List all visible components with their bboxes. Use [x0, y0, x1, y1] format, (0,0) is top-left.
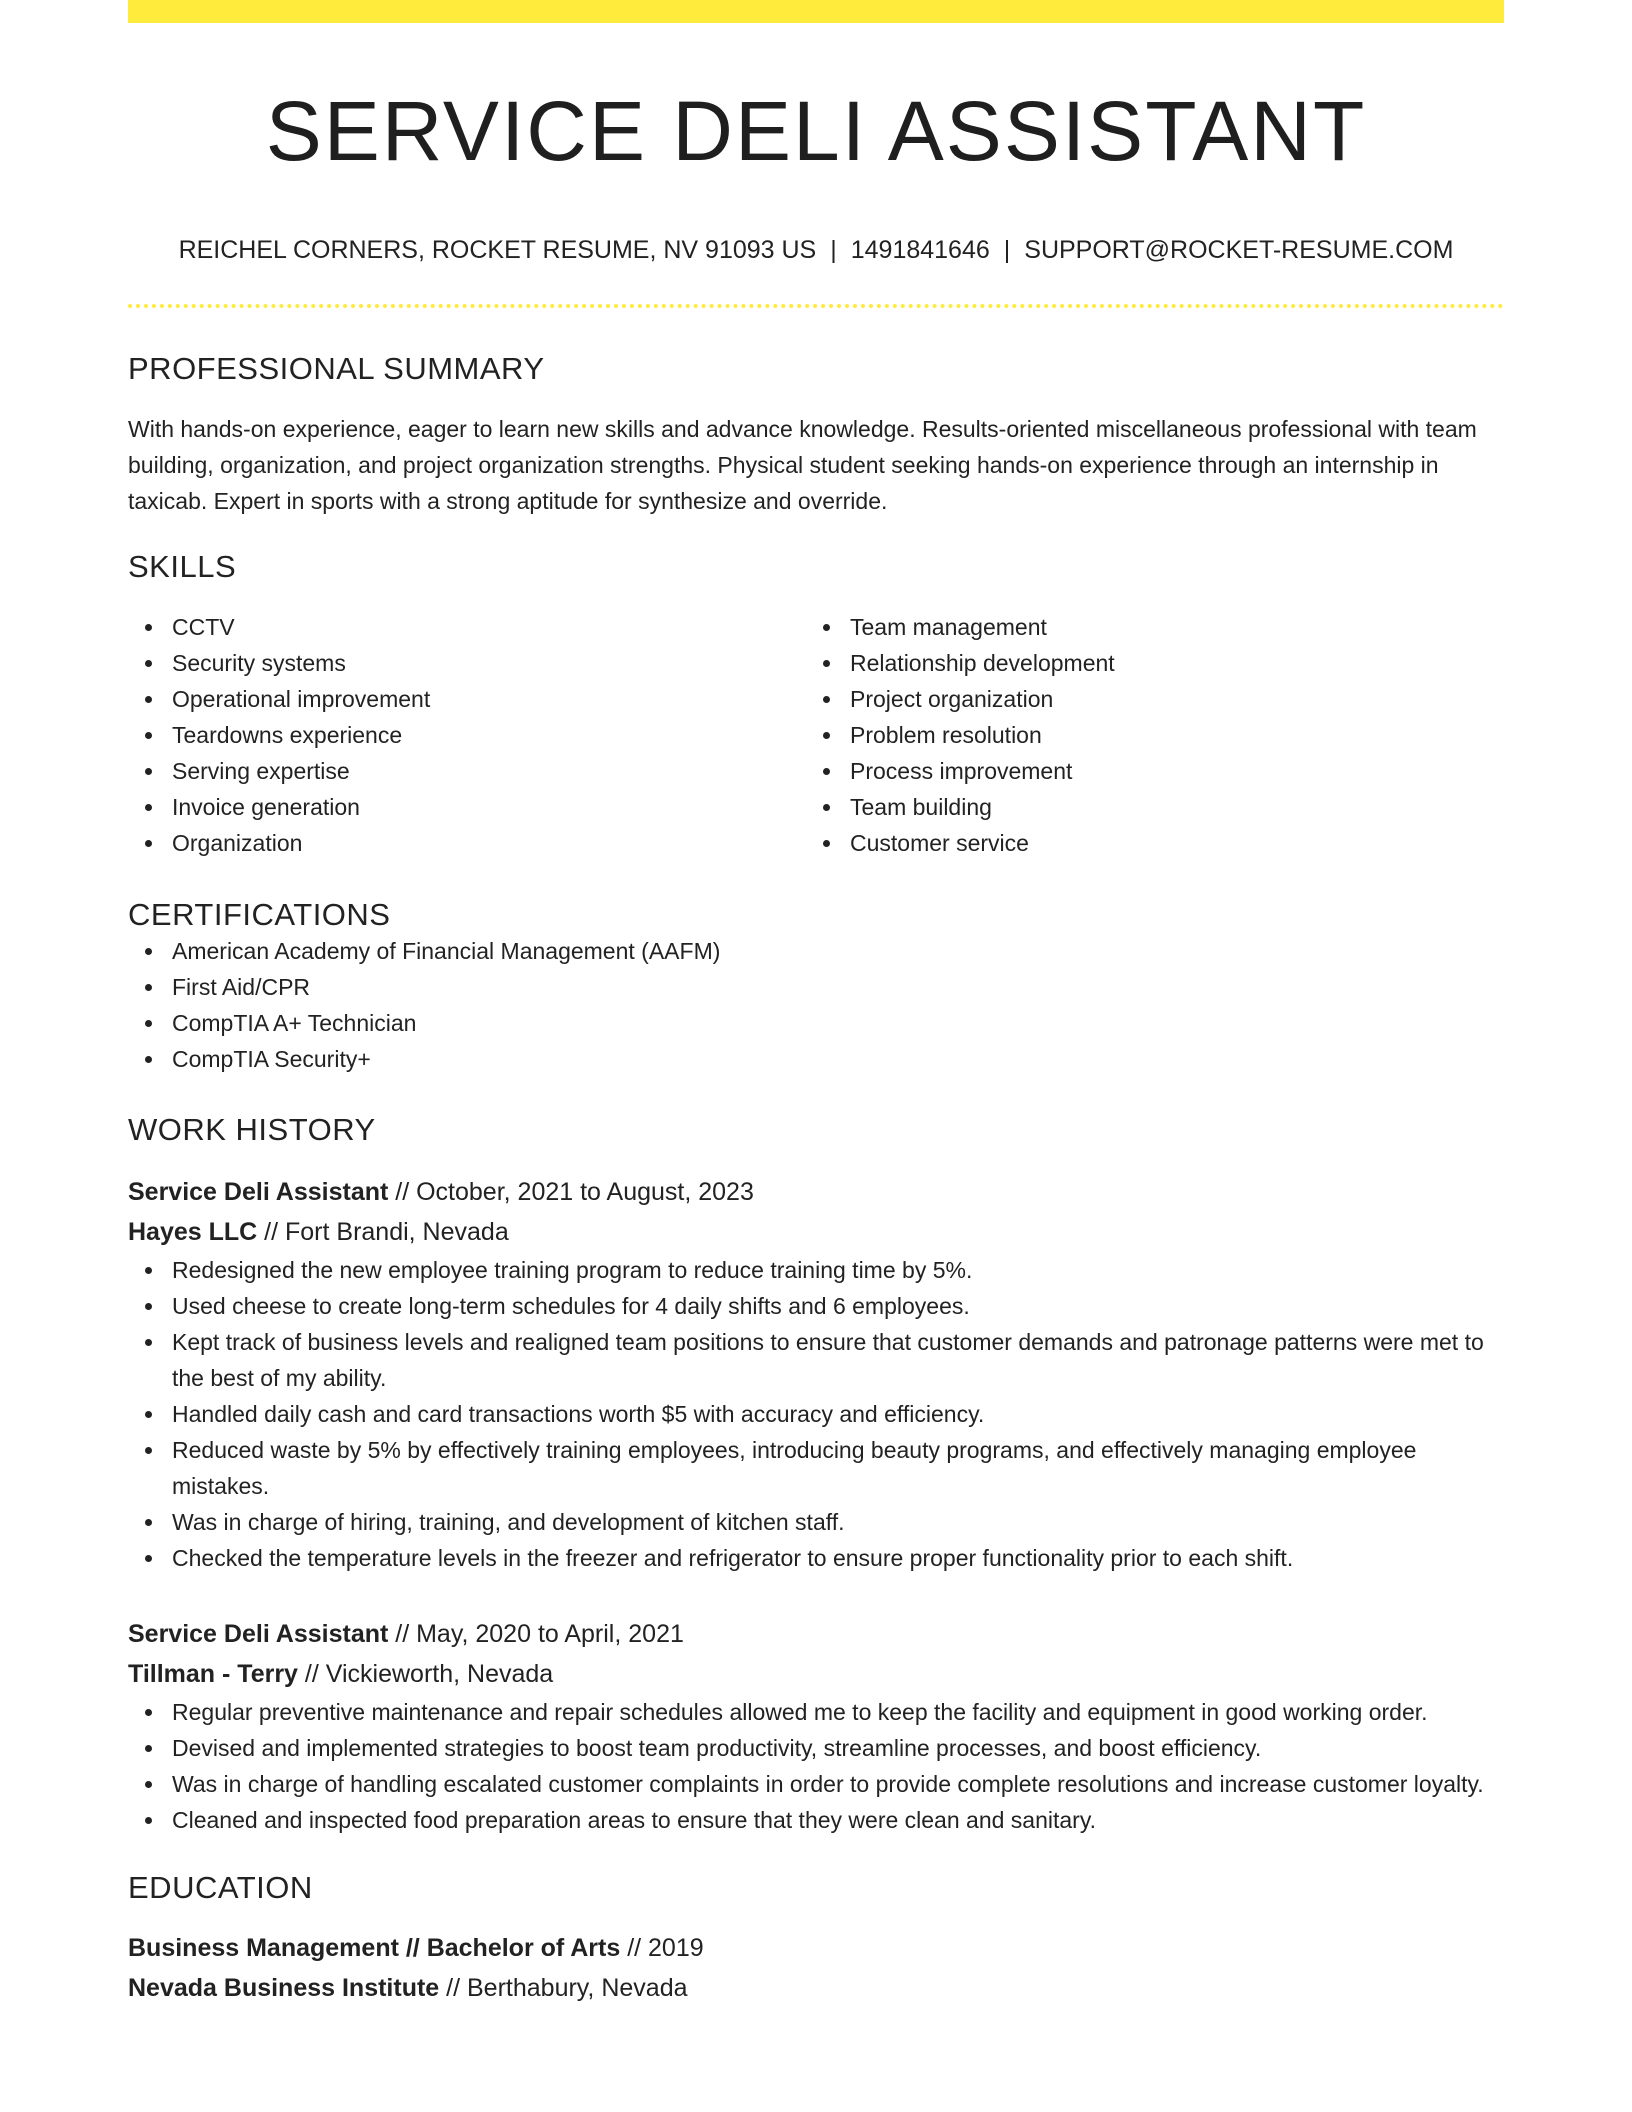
- certifications-list: [128, 933, 1504, 1077]
- skill-item: Organization: [128, 825, 806, 861]
- job-bullet: Cleaned and inspected food preparation areas to ensure that they were clean and sanitary.: [128, 1802, 1504, 1838]
- skill-item: Team management: [806, 609, 1484, 645]
- skill-item: CCTV: [128, 609, 806, 645]
- job-bullets: [128, 1694, 1504, 1838]
- resume-title: SERVICE DELI ASSISTANT: [265, 84, 1367, 178]
- job-bullet: Kept track of business levels and realigned team positions to ensure that customer demands and patronage patterns were met to the best of my ability.: [128, 1324, 1504, 1396]
- skill-item: Security systems: [128, 645, 806, 681]
- job-company-line: [128, 1654, 1504, 1694]
- job-bullet: Handled daily cash and card transactions worth $5 with accuracy and efficiency.: [128, 1396, 1504, 1432]
- skills-grid: [128, 609, 1504, 861]
- skills-column-right: [806, 609, 1484, 861]
- education-entry: [128, 1928, 1504, 2008]
- skills-list-right: [806, 609, 1484, 861]
- resume-page: [128, 0, 1504, 2008]
- job-bullet: Reduced waste by 5% by effectively training employees, introducing beauty programs, and effectively managing employee mistakes.: [128, 1432, 1504, 1504]
- certifications-heading: CERTIFICATIONS: [128, 897, 391, 932]
- job-bullet: Used cheese to create long-term schedules for 4 daily shifts and 6 employees.: [128, 1288, 1504, 1324]
- skill-item: Project organization: [806, 681, 1484, 717]
- education-degree: Business Management // Bachelor of Arts: [128, 1934, 621, 1962]
- certification-item: American Academy of Financial Management (AAFM): [128, 933, 1504, 969]
- job-title-line: [128, 1172, 1504, 1212]
- skills-list-left: [128, 609, 806, 861]
- job-title: Service Deli Assistant: [128, 1620, 389, 1648]
- summary-text: With hands-on experience, eager to learn new skills and advance knowledge. Results-oriented miscellaneous professional with team building, organization, and project organization strengths. Physical student seeking hands-on experience through an internship in taxicab. Expert in sports with a strong aptitude for synthesize and override.: [128, 416, 1477, 514]
- job-bullet: Checked the temperature levels in the freezer and refrigerator to ensure proper functionality prior to each shift.: [128, 1540, 1504, 1576]
- skill-item: Process improvement: [806, 753, 1484, 789]
- skill-item: Invoice generation: [128, 789, 806, 825]
- skill-item: Relationship development: [806, 645, 1484, 681]
- education-year: // 2019: [620, 1934, 704, 1962]
- job-bullets: [128, 1252, 1504, 1576]
- job-entry: [128, 1614, 1504, 1838]
- work-history-heading: WORK HISTORY: [128, 1112, 376, 1147]
- header-divider: [128, 304, 1504, 308]
- skill-item: Operational improvement: [128, 681, 806, 717]
- contact-line: [128, 234, 1504, 266]
- summary-heading: PROFESSIONAL SUMMARY: [128, 351, 545, 386]
- certification-item: First Aid/CPR: [128, 969, 1504, 1005]
- job-bullet: Devised and implemented strategies to boost team productivity, streamline processes, and boost efficiency.: [128, 1730, 1504, 1766]
- job-company-line: [128, 1212, 1504, 1252]
- contact-separator: |: [830, 236, 837, 264]
- education-heading: EDUCATION: [128, 1870, 313, 1905]
- certification-item: CompTIA A+ Technician: [128, 1005, 1504, 1041]
- job-bullet: Was in charge of hiring, training, and development of kitchen staff.: [128, 1504, 1504, 1540]
- skill-item: Teardowns experience: [128, 717, 806, 753]
- job-title-line: [128, 1614, 1504, 1654]
- education-school-line: [128, 1968, 1504, 2008]
- skill-item: Problem resolution: [806, 717, 1484, 753]
- job-company: Tillman - Terry: [128, 1660, 298, 1688]
- job-bullet: Redesigned the new employee training program to reduce training time by 5%.: [128, 1252, 1504, 1288]
- contact-phone: 1491841646: [850, 236, 990, 264]
- education-school: Nevada Business Institute: [128, 1974, 440, 2002]
- contact-email[interactable]: SUPPORT@ROCKET-RESUME.COM: [1024, 236, 1454, 264]
- job-entry: [128, 1172, 1504, 1576]
- skill-item: Customer service: [806, 825, 1484, 861]
- skill-item: Serving expertise: [128, 753, 806, 789]
- education-degree-line: [128, 1928, 1504, 1968]
- skill-item: Team building: [806, 789, 1484, 825]
- job-dates: // October, 2021 to August, 2023: [388, 1178, 754, 1206]
- skills-column-left: [128, 609, 806, 861]
- job-bullet: Was in charge of handling escalated customer complaints in order to provide complete resolutions and increase customer loyalty.: [128, 1766, 1504, 1802]
- job-location: // Vickieworth, Nevada: [297, 1660, 554, 1688]
- job-company: Hayes LLC: [128, 1218, 258, 1246]
- job-title: Service Deli Assistant: [128, 1178, 389, 1206]
- skills-heading: SKILLS: [128, 549, 237, 584]
- certification-item: CompTIA Security+: [128, 1041, 1504, 1077]
- job-dates: // May, 2020 to April, 2021: [388, 1620, 684, 1648]
- top-accent-bar: [128, 0, 1504, 23]
- job-location: // Fort Brandi, Nevada: [257, 1218, 509, 1246]
- contact-separator: |: [1003, 236, 1011, 264]
- contact-address: REICHEL CORNERS, ROCKET RESUME, NV 91093 US: [178, 236, 817, 264]
- education-location: // Berthabury, Nevada: [439, 1974, 688, 2002]
- job-bullet: Regular preventive maintenance and repair schedules allowed me to keep the facility and equipment in good working order.: [128, 1694, 1504, 1730]
